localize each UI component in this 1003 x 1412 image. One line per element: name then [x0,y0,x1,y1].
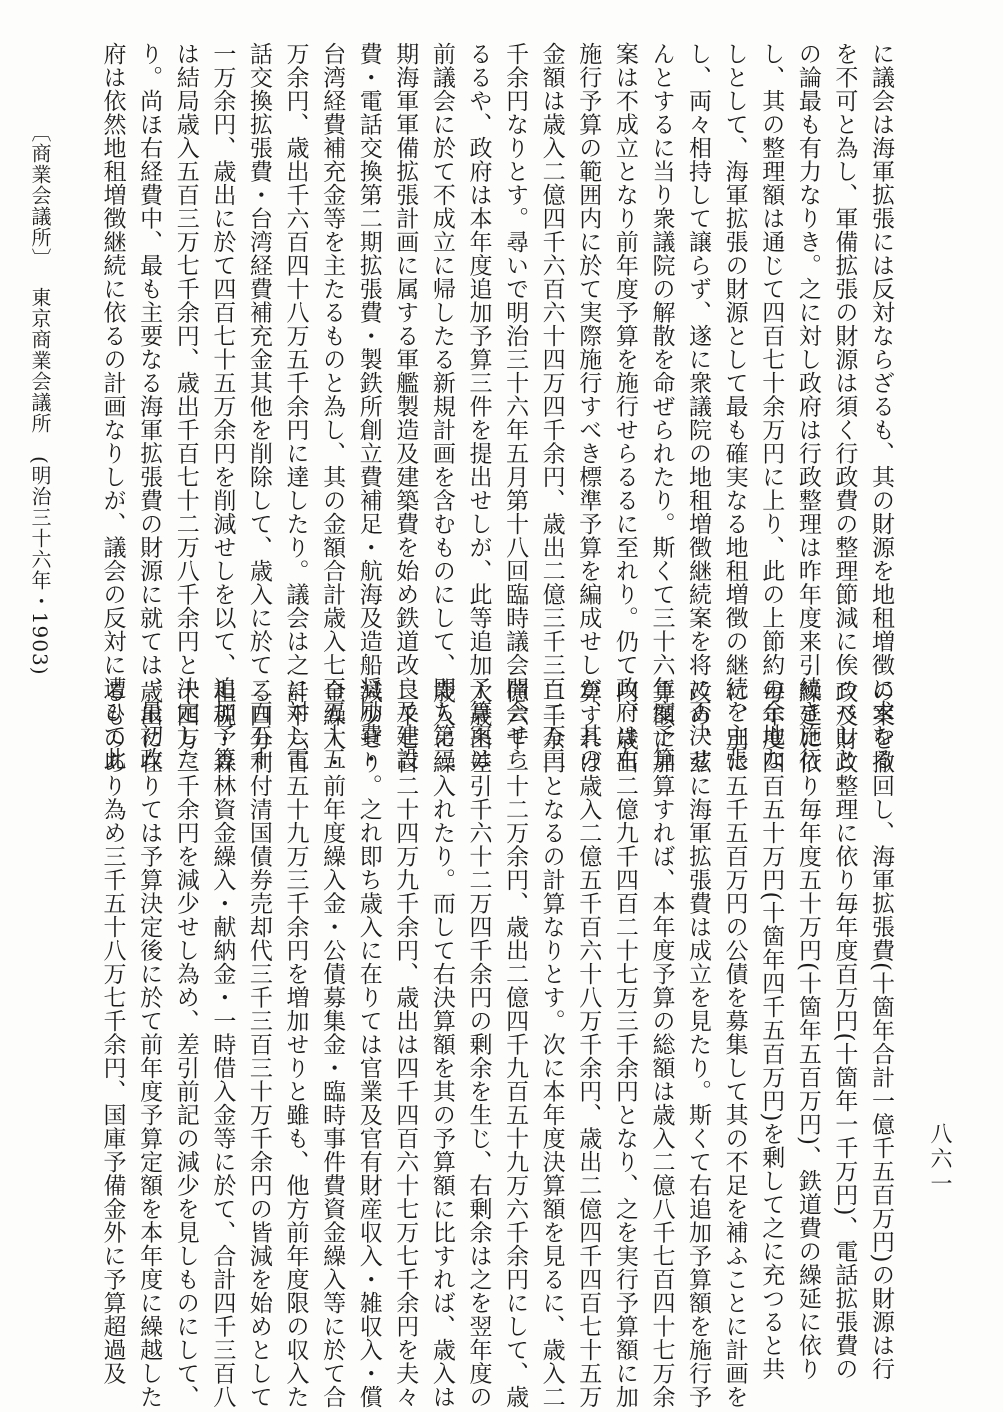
page-number: 八六一 [927,1122,952,1197]
text-line: 毎年度四百五十万円(十箇年四千五百万円)を剰して之に充つると共 [758,680,785,1381]
text-line: 一万余円、歳出に於て四百七十五万余円を削減せしを以て、追加予算 [209,42,236,771]
text-line: に、別に五千五百万円の公債を募集して其の不足を補ふことに計画を [721,680,748,1409]
text-line: 繰延に依り毎年度五十万円(十箇年五百万円)、鉄道費の繰延に依り [794,680,821,1381]
running-footer [26,122,55,676]
text-line: り。尚ほ右経費中、最も主要なる海軍拡張費の財源に就ては、最初政 [136,42,163,771]
source-tag: 〔商業会議所〕 [28,122,52,269]
text-line: 二千余円となるの計算なりとす。次に本年度決算額を見るに、歳入二 [538,680,565,1409]
text-line: 歳出に在りては予算決定後に於て前年度予算定額を本年度に繰越した [136,680,163,1409]
text-line: 計千六百五十九万三千余円を増加せりと雖も、他方前年度限の収入た [282,680,309,1409]
text-line: 算すれば歳入二億五千百六十八万千余円、歳出二億四千四百七十五万 [575,680,602,1409]
text-line: は結局歳入五百三万七千余円、歳出千百七十二万八千余円と決定した [172,42,199,771]
text-line: 歳入に繰入れたり。而して右決算額を其の予算額に比すれば、歳入は [428,680,455,1409]
text-line: 費・電話交換第二期拡張費・製鉄所創立費補足・航海及造船奨励費・ [355,42,382,771]
text-line: るるや、政府は本年度追加予算三件を提出せしが、此等追加予算案は [465,42,492,771]
publication-date: (明治三十六年・1903) [28,456,52,676]
text-line: 金額は歳入二億四千六百六十四万四千余円、歳出二億三千三百二万三 [538,42,565,771]
text-line: を不可と為し、軍備拡張の財源は須く行政費の整理節減に俟つべしと [831,42,858,771]
text-line: 前議会に於て不成立に帰したる新規計画を含むものにして、即ち第三 [428,42,455,771]
text-line: に議会は海軍拡張には反対ならざるも、其の財源を地租増徴に求むる [868,42,894,771]
text-line: 億六千二十二万余円、歳出二億四千九百五十九万六千余円にして、歳 [502,680,529,1409]
text-line: の案を撤回し、海軍拡張費(十箇年合計一億千五百万円)の財源は行 [868,680,894,1381]
text-line: 台湾経費補充金等を主たるものと為し、其の金額合計歳入七百五十五 [319,42,346,771]
text-line: る四分利付清国債券売却代三千三百三十万千余円の皆減を始めとして [245,680,272,1409]
text-line: し、其の整理額は通じて四百七十余万円に上り、此の上節約の余地な [758,42,785,771]
text-line: 十四万三千余円を減少せし為め、差引前記の減少を見しものにして、 [172,680,199,1409]
text-line: 施行予算の範囲内に於て実際施行すべき標準予算を編成せしが、其の [575,42,602,771]
institution-name: 東京商業会議所 [28,287,52,434]
text-line: 万余円、歳出千六百四十八万五千余円に達したり。議会は之に対し電 [282,42,309,771]
text-line: し、両々相持して譲らず、遂に衆議院の地租増徴継続案を将に否決せ [685,42,712,771]
text-line: 金繰入・前年度繰入金・公債募集金・臨時事件費資金繰入等に於て合 [319,680,346,1409]
body-text-lower [99,680,899,1409]
text-line: の論最も有力なりき。之に対し政府は行政整理は昨年度来引続き施行 [794,42,821,771]
text-line: 租税・森林資金繰入・献納金・一時借入金等に於て、合計四千三百八 [209,680,236,1409]
text-line: んとするに当り衆議院の解散を命ぜられたり。斯くて三十六年度予算 [648,42,675,771]
text-line: 算額に加算すれば、本年度予算の総額は歳入二億八千七百四十七万余 [648,680,675,1409]
text-line: 改め、茲に海軍拡張費は成立を見たり。斯くて右追加予算額を施行予 [685,680,712,1409]
text-line: 政及財政整理に依り毎年度百万円(十箇年一千万円)、電話拡張費の [831,680,858,1381]
text-line: 千余円なりとす。尋いで明治三十六年五月第十八回臨時議会開会せら [502,42,529,771]
text-line: 府は依然地租増徴継続に依るの計画なりしが、議会の反対に遭ひて此 [99,42,126,771]
text-line: 期海軍軍備拡張計画に属する軍艦製造及建築費を始め鉄道改良及建設 [392,42,419,771]
text-line: 入歳出差引千六十二万四千余円の剰余を生じ、右剰余は之を翌年度の [465,680,492,1409]
text-line: 案は不成立となり前年度予算を施行せらるるに至れり。仍て政府は右 [611,42,638,771]
text-line: 二千七百二十四万九千余円、歳出は四千四百六十七万七千余円を夫々 [392,680,419,1409]
body-text-upper [99,42,899,771]
text-line: るものあり為め三千五十八万七千余円、国庫予備金外に予算超過及 [99,680,126,1385]
text-line: 話交換拡張費・台湾経費補充金其他を削除して、歳入に於て二百五十 [245,42,272,771]
text-line: 円、歳出二億九千四百二十七万三千余円となり、之を実行予算額に加 [611,680,638,1409]
text-line: 減少せり。之れ即ち歳入に在りては官業及官有財産収入・雑収入・償 [355,680,382,1409]
text-line: しとして、海軍拡張の財源として最も確実なる地租増徴の継続を主張 [721,42,748,771]
